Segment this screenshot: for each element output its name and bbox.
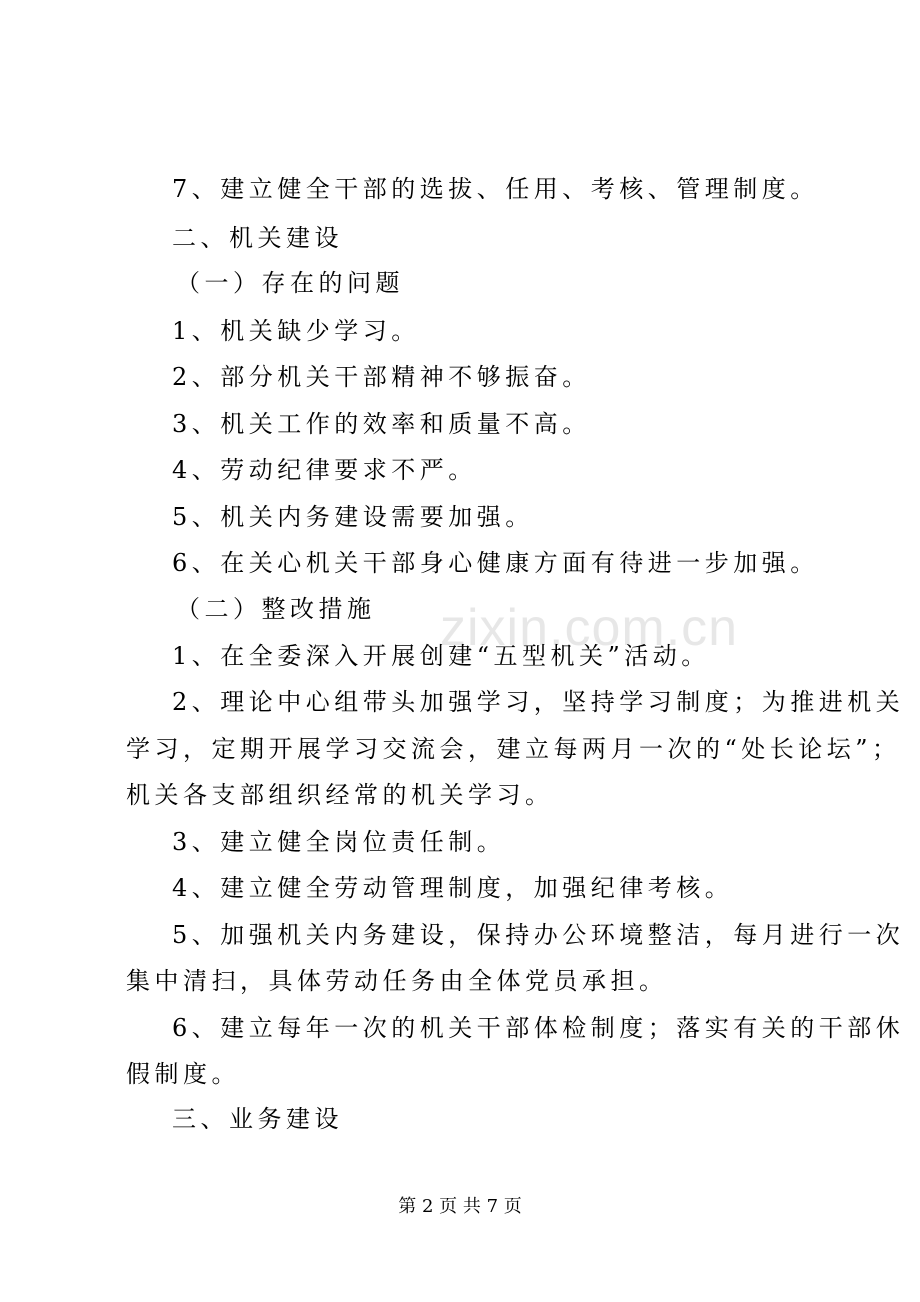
measure-item-5-line-2: 集中清扫，具体劳动任务由全体党员承担。	[126, 967, 668, 995]
measure-item-2-line-1: 2、理论中心组带头加强学习，坚持学习制度；为推进机关	[172, 688, 905, 716]
measure-item-1: 1、在全委深入开展创建“五型机关”活动。	[172, 642, 710, 670]
paragraph-cadre-system: 7、建立健全干部的选拔、任用、考核、管理制度。	[172, 175, 819, 203]
problem-item-1: 1、机关缺少学习。	[172, 317, 420, 345]
measure-item-5-line-1: 5、加强机关内务建设，保持办公环境整洁，每月进行一次	[172, 921, 905, 949]
problem-item-5: 5、机关内务建设需要加强。	[172, 503, 534, 531]
measure-item-2-line-3: 机关各支部组织经常的机关学习。	[126, 781, 554, 809]
subheading-rectification-measures: （二）整改措施	[176, 595, 376, 623]
page-number-footer: 第 2 页 共 7 页	[398, 1196, 522, 1217]
measure-item-2-line-2: 学习，定期开展学习交流会，建立每两月一次的“处长论坛”；	[126, 735, 901, 763]
problem-item-3: 3、机关工作的效率和质量不高。	[172, 410, 591, 438]
problem-item-4: 4、劳动纪律要求不严。	[172, 456, 477, 484]
measure-item-3: 3、建立健全岗位责任制。	[172, 828, 506, 856]
watermark: zixin.com.cn	[440, 599, 739, 657]
measure-item-6-line-2: 假制度。	[126, 1060, 240, 1088]
section-heading-organ-building: 二、机关建设	[172, 224, 343, 252]
problem-item-6: 6、在关心机关干部身心健康方面有待进一步加强。	[172, 549, 819, 577]
section-heading-business-building: 三、业务建设	[172, 1105, 343, 1133]
subheading-existing-problems: （一）存在的问题	[176, 269, 404, 297]
measure-item-6-line-1: 6、建立每年一次的机关干部体检制度；落实有关的干部休	[172, 1014, 905, 1042]
measure-item-4: 4、建立健全劳动管理制度，加强纪律考核。	[172, 874, 734, 902]
problem-item-2: 2、部分机关干部精神不够振奋。	[172, 363, 591, 391]
